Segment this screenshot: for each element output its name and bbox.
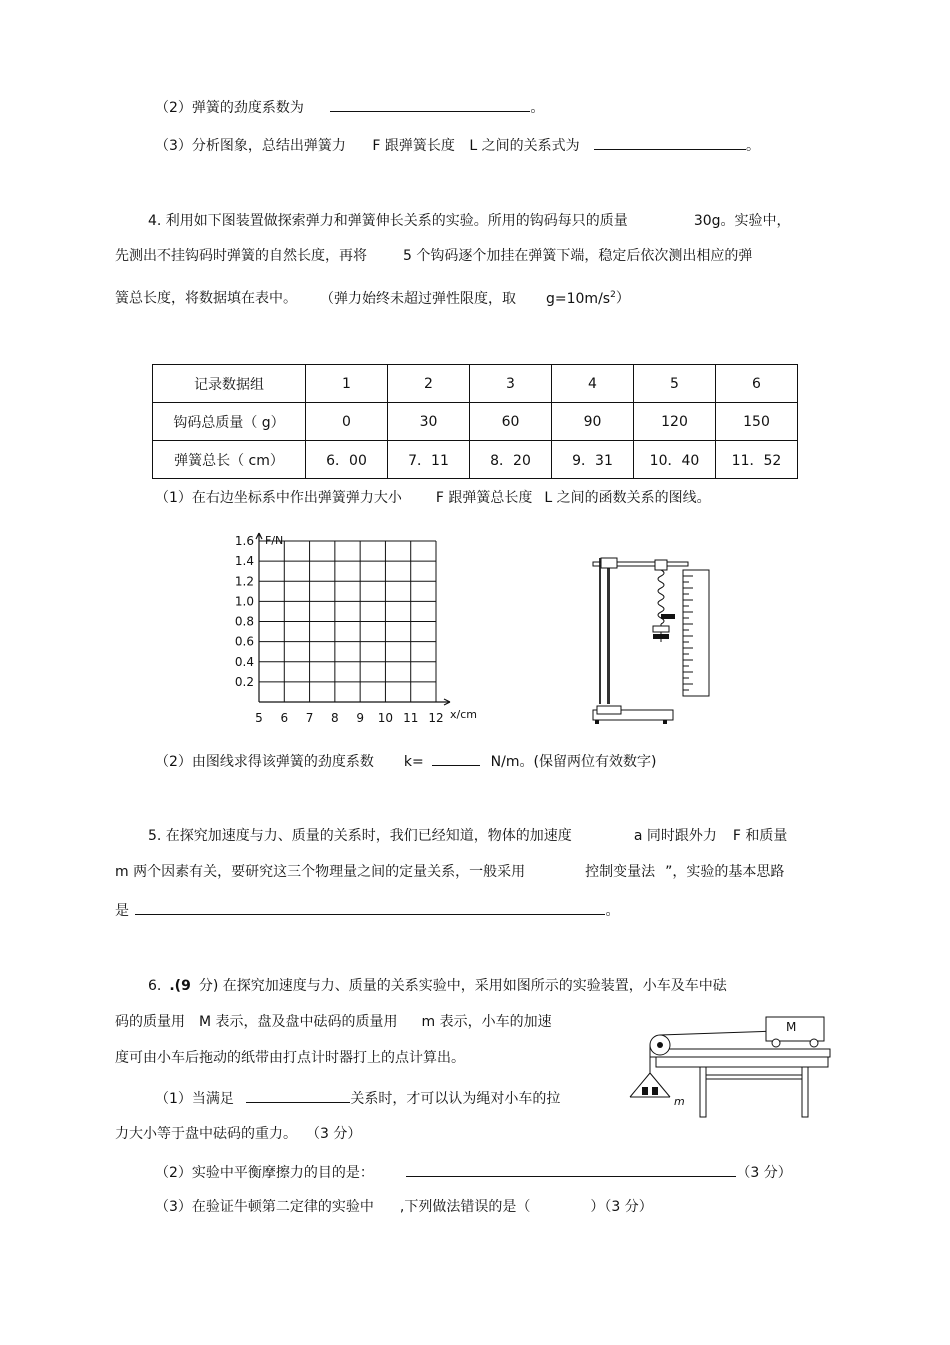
- cart-mass-label: M: [786, 1020, 797, 1034]
- q4-line3: 簧总长度，将数据填在表中。 （弹力始终未超过弹性限度，取 $g=10m/s^2$）: [115, 290, 630, 307]
- table-cell: 7．11: [388, 441, 470, 479]
- y-tick-label: 0.8: [234, 614, 254, 629]
- table-cell: 6．00: [306, 441, 388, 479]
- q6-friction-answer-blank[interactable]: [406, 1162, 736, 1177]
- spring-constant-answer-blank[interactable]: [432, 751, 480, 766]
- table-cell: 钩码总质量（ g）: [153, 403, 306, 441]
- x-tick-label: 10: [377, 711, 394, 725]
- q3-item2: （2）弹簧的劲度系数为 。: [155, 97, 544, 117]
- table-cell: 0: [306, 403, 388, 441]
- q4-sub2: （2）由图线求得该弹簧的劲度系数 k= N/m。(保留两位有效数字): [155, 751, 656, 771]
- q4-line1: 4. 利用如下图装置做探索弹力和弹簧伸长关系的实验。所用的钩码每只的质量 30g。实验中，: [148, 213, 791, 229]
- cart-pulley-diagram: [626, 1005, 836, 1120]
- table-cell: 记录数据组: [153, 365, 306, 403]
- record-table: [152, 364, 798, 479]
- table-cell: 30: [388, 403, 470, 441]
- table-cell: 9．31: [552, 441, 634, 479]
- q3-item3: （3）分析图象，总结出弹簧力 F 跟弹簧长度 L 之间的关系式为 。: [155, 135, 760, 155]
- y-tick-label: 1.2: [234, 574, 254, 589]
- table-cell: 60: [470, 403, 552, 441]
- table-cell: 4: [552, 365, 634, 403]
- x-tick-label: 11: [403, 711, 419, 725]
- table-row: [153, 441, 798, 479]
- table-cell: 10．40: [634, 441, 716, 479]
- table-cell: 150: [716, 403, 798, 441]
- y-tick-label: 1.6: [234, 534, 254, 548]
- x-tick-label: 7: [305, 711, 314, 725]
- q4-line2: 先测出不挂钩码时弹簧的自然长度，再将 5 个钩码逐个加挂在弹簧下端，稳定后依次测出相应的弹: [115, 248, 753, 264]
- x-tick-label: 12: [428, 711, 444, 725]
- table-row: [153, 403, 798, 441]
- q5-answer-blank[interactable]: [135, 900, 605, 915]
- q6-line2: 码的质量用 M 表示，盘及盘中砝码的质量用 m 表示，小车的加速: [115, 1014, 552, 1030]
- table-cell: 8．20: [470, 441, 552, 479]
- x-tick-label: 8: [331, 711, 339, 725]
- q6-line3: 度可由小车后拖动的纸带由打点计时器打上的点计算出。: [115, 1050, 465, 1066]
- table-cell: 6: [716, 365, 798, 403]
- coordinate-grid-chart[interactable]: [225, 530, 485, 735]
- q4-sub1: （1）在右边坐标系中作出弹簧弹力大小 F 跟弹簧总长度 L 之间的函数关系的图线。: [155, 490, 711, 506]
- table-cell: 弹簧总长（ cm）: [153, 441, 306, 479]
- q6-condition-answer-blank[interactable]: [246, 1088, 350, 1103]
- table-cell: 1: [306, 365, 388, 403]
- y-tick-label: 1.4: [234, 554, 254, 569]
- table-cell: 3: [470, 365, 552, 403]
- q5-line1: 5. 在探究加速度与力、质量的关系时，我们已经知道，物体的加速度 a 同时跟外力 F 和质量: [148, 828, 788, 844]
- q5-line3: 是 。: [115, 900, 619, 920]
- x-tick-label: 9: [356, 711, 364, 725]
- y-tick-label: 0.2: [234, 674, 254, 689]
- table-cell: 5: [634, 365, 716, 403]
- table-row: [153, 365, 798, 403]
- q6-sub1: （1）当满足 关系时，才可以认为绳对小车的拉: [155, 1088, 560, 1108]
- x-axis-label: x/cm: [450, 708, 477, 721]
- q3-item2-answer-blank[interactable]: [330, 97, 530, 112]
- q3-item3-answer-blank[interactable]: [594, 135, 746, 150]
- q6-sub2: （2）实验中平衡摩擦力的目的是： （3 分）: [155, 1162, 792, 1182]
- y-tick-label: 1.0: [234, 594, 254, 609]
- q6-sub1-cont: 力大小等于盘中砝码的重力。 （3 分）: [115, 1126, 362, 1142]
- table-cell: 120: [634, 403, 716, 441]
- spring-apparatus-diagram: [585, 552, 720, 732]
- x-tick-label: 5: [255, 711, 263, 725]
- x-tick-label: 6: [280, 711, 289, 725]
- table-cell: 2: [388, 365, 470, 403]
- y-tick-label: 0.4: [234, 654, 254, 669]
- y-tick-label: 0.6: [234, 634, 254, 649]
- y-axis-label: F/N: [265, 534, 284, 547]
- q6-sub3: （3）在验证牛顿第二定律的实验中 ,下列做法错误的是（ ）（3 分）: [155, 1199, 653, 1215]
- q5-line2: m 两个因素有关，要研究这三个物理量之间的定量关系，一般采用 控制变量法 ”，实验的基本思路: [115, 864, 785, 880]
- table-cell: 11．52: [716, 441, 798, 479]
- table-cell: 90: [552, 403, 634, 441]
- q6-line1: 6. .(9 分) 在探究加速度与力、质量的关系实验中，采用如图所示的实验装置，小车及车中砝: [148, 978, 727, 994]
- pan-mass-label: m: [674, 1095, 685, 1108]
